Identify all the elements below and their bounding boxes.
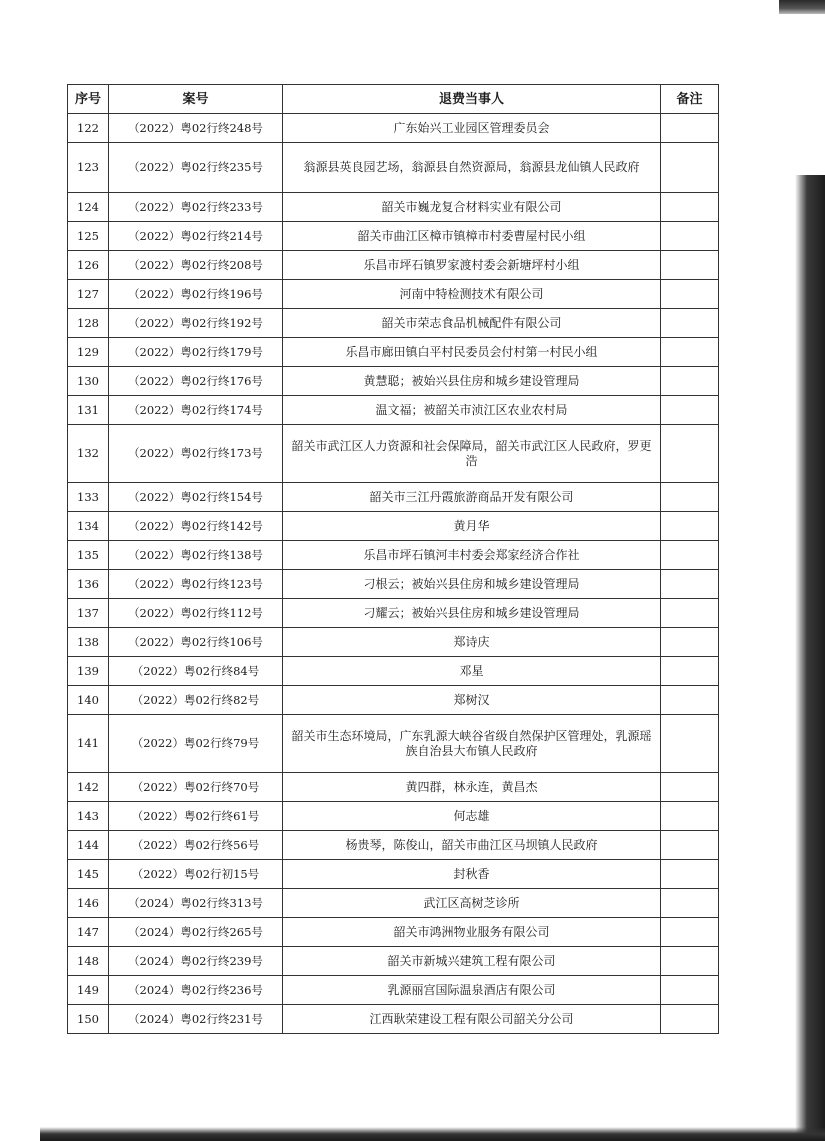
note-cell	[661, 802, 719, 831]
header-seq: 序号	[68, 85, 109, 114]
header-note: 备注	[661, 85, 719, 114]
seq-cell: 137	[68, 599, 109, 628]
note-cell	[661, 715, 719, 773]
table-row	[68, 280, 719, 309]
seq-cell: 127	[68, 280, 109, 309]
scan-edge-shadow-right	[795, 175, 825, 1141]
refund-party-cell: 江西耿荣建设工程有限公司韶关分公司	[283, 1005, 661, 1034]
refund-party-cell: 黄月华	[283, 512, 661, 541]
seq-cell: 133	[68, 483, 109, 512]
seq-cell: 138	[68, 628, 109, 657]
seq-cell: 146	[68, 889, 109, 918]
seq-cell: 149	[68, 976, 109, 1005]
table-row	[68, 193, 719, 222]
note-cell	[661, 889, 719, 918]
case-number-cell: （2022）粤02行终173号	[109, 425, 283, 483]
refund-party-cell: 韶关市三江丹霞旅游商品开发有限公司	[283, 483, 661, 512]
table-row	[68, 657, 719, 686]
table-row	[68, 773, 719, 802]
table-row	[68, 918, 719, 947]
refund-party-cell: 翁源县英良园艺场，翁源县自然资源局，翁源县龙仙镇人民政府	[283, 143, 661, 193]
table-row	[68, 222, 719, 251]
refund-party-cell: 韶关市新城兴建筑工程有限公司	[283, 947, 661, 976]
seq-cell: 143	[68, 802, 109, 831]
note-cell	[661, 599, 719, 628]
refund-party-cell: 温文福；被韶关市浈江区农业农村局	[283, 396, 661, 425]
seq-cell: 145	[68, 860, 109, 889]
case-number-cell: （2022）粤02行终123号	[109, 570, 283, 599]
table-row	[68, 309, 719, 338]
refund-party-cell: 乐昌市坪石镇罗家渡村委会新塘坪村小组	[283, 251, 661, 280]
case-number-cell: （2022）粤02行终112号	[109, 599, 283, 628]
note-cell	[661, 396, 719, 425]
seq-cell: 131	[68, 396, 109, 425]
case-number-cell: （2022）粤02行终84号	[109, 657, 283, 686]
seq-cell: 141	[68, 715, 109, 773]
note-cell	[661, 947, 719, 976]
refund-party-cell: 乐昌市廊田镇白平村民委员会付村第一村民小组	[283, 338, 661, 367]
case-number-cell: （2024）粤02行终239号	[109, 947, 283, 976]
seq-cell: 124	[68, 193, 109, 222]
note-cell	[661, 976, 719, 1005]
note-cell	[661, 657, 719, 686]
case-number-cell: （2024）粤02行终313号	[109, 889, 283, 918]
note-cell	[661, 338, 719, 367]
table-row	[68, 541, 719, 570]
refund-party-cell: 韶关市生态环境局，广东乳源大峡谷省级自然保护区管理处，乳源瑶族自治县大布镇人民政府	[283, 715, 661, 773]
note-cell	[661, 193, 719, 222]
refund-party-cell: 韶关市鸿洲物业服务有限公司	[283, 918, 661, 947]
refund-party-cell: 刁根云；被始兴县住房和城乡建设管理局	[283, 570, 661, 599]
refund-party-cell: 何志雄	[283, 802, 661, 831]
seq-cell: 136	[68, 570, 109, 599]
refund-party-cell: 郑树汉	[283, 686, 661, 715]
table-row	[68, 143, 719, 193]
seq-cell: 139	[68, 657, 109, 686]
case-number-cell: （2022）粤02行终174号	[109, 396, 283, 425]
case-number-cell: （2022）粤02行终192号	[109, 309, 283, 338]
refund-party-cell: 刁耀云；被始兴县住房和城乡建设管理局	[283, 599, 661, 628]
seq-cell: 128	[68, 309, 109, 338]
table-row	[68, 367, 719, 396]
seq-cell: 134	[68, 512, 109, 541]
case-number-cell: （2022）粤02行终56号	[109, 831, 283, 860]
case-number-cell: （2024）粤02行终265号	[109, 918, 283, 947]
table-row	[68, 396, 719, 425]
note-cell	[661, 686, 719, 715]
seq-cell: 126	[68, 251, 109, 280]
seq-cell: 125	[68, 222, 109, 251]
case-number-cell: （2022）粤02行终79号	[109, 715, 283, 773]
seq-cell: 123	[68, 143, 109, 193]
refund-party-cell: 韶关市荣志食品机械配件有限公司	[283, 309, 661, 338]
header-case-number: 案号	[109, 85, 283, 114]
refund-party-cell: 广东始兴工业园区管理委员会	[283, 114, 661, 143]
refund-party-cell: 韶关市武江区人力资源和社会保障局，韶关市武江区人民政府，罗更浩	[283, 425, 661, 483]
case-number-cell: （2022）粤02行终235号	[109, 143, 283, 193]
table-row	[68, 512, 719, 541]
table-row	[68, 889, 719, 918]
table-row	[68, 425, 719, 483]
case-number-cell: （2022）粤02行终106号	[109, 628, 283, 657]
seq-cell: 130	[68, 367, 109, 396]
note-cell	[661, 628, 719, 657]
case-number-cell: （2022）粤02行终61号	[109, 802, 283, 831]
refund-party-cell: 郑诗庆	[283, 628, 661, 657]
seq-cell: 142	[68, 773, 109, 802]
table-row	[68, 831, 719, 860]
refund-party-cell: 乳源丽宫国际温泉酒店有限公司	[283, 976, 661, 1005]
table-row	[68, 802, 719, 831]
refund-party-cell: 杨贵琴，陈俊山，韶关市曲江区马坝镇人民政府	[283, 831, 661, 860]
table-row	[68, 976, 719, 1005]
refund-party-cell: 邓星	[283, 657, 661, 686]
refund-party-cell: 黄慧聪；被始兴县住房和城乡建设管理局	[283, 367, 661, 396]
note-cell	[661, 831, 719, 860]
refund-party-cell: 黄四群，林永连，黄昌杰	[283, 773, 661, 802]
refund-party-cell: 韶关市曲江区樟市镇樟市村委曹屋村民小组	[283, 222, 661, 251]
case-number-cell: （2022）粤02行终82号	[109, 686, 283, 715]
case-number-cell: （2022）粤02行终142号	[109, 512, 283, 541]
table-row	[68, 715, 719, 773]
note-cell	[661, 570, 719, 599]
case-number-cell: （2022）粤02行终248号	[109, 114, 283, 143]
table-row	[68, 628, 719, 657]
note-cell	[661, 860, 719, 889]
case-number-cell: （2022）粤02行终70号	[109, 773, 283, 802]
table-row	[68, 114, 719, 143]
case-number-cell: （2022）粤02行终154号	[109, 483, 283, 512]
case-number-cell: （2022）粤02行终208号	[109, 251, 283, 280]
seq-cell: 150	[68, 1005, 109, 1034]
note-cell	[661, 1005, 719, 1034]
seq-cell: 129	[68, 338, 109, 367]
seq-cell: 140	[68, 686, 109, 715]
refund-party-cell: 乐昌市坪石镇河丰村委会郑家经济合作社	[283, 541, 661, 570]
note-cell	[661, 512, 719, 541]
note-cell	[661, 483, 719, 512]
seq-cell: 148	[68, 947, 109, 976]
seq-cell: 147	[68, 918, 109, 947]
seq-cell: 122	[68, 114, 109, 143]
case-number-cell: （2022）粤02行终179号	[109, 338, 283, 367]
table-header-row	[68, 85, 719, 114]
header-refund-party: 退费当事人	[283, 85, 661, 114]
note-cell	[661, 222, 719, 251]
note-cell	[661, 367, 719, 396]
refund-party-cell: 韶关市巍龙复合材料实业有限公司	[283, 193, 661, 222]
note-cell	[661, 143, 719, 193]
note-cell	[661, 114, 719, 143]
note-cell	[661, 425, 719, 483]
case-number-cell: （2024）粤02行终236号	[109, 976, 283, 1005]
case-number-cell: （2024）粤02行终231号	[109, 1005, 283, 1034]
note-cell	[661, 773, 719, 802]
table-row	[68, 570, 719, 599]
note-cell	[661, 918, 719, 947]
table-row	[68, 947, 719, 976]
note-cell	[661, 251, 719, 280]
seq-cell: 135	[68, 541, 109, 570]
table-row	[68, 599, 719, 628]
note-cell	[661, 541, 719, 570]
seq-cell: 132	[68, 425, 109, 483]
scan-edge-shadow-bottom	[40, 1127, 825, 1141]
table-row	[68, 338, 719, 367]
note-cell	[661, 309, 719, 338]
table-row	[68, 251, 719, 280]
case-number-cell: （2022）粤02行终233号	[109, 193, 283, 222]
refund-party-cell: 封秋香	[283, 860, 661, 889]
note-cell	[661, 280, 719, 309]
case-number-cell: （2022）粤02行终138号	[109, 541, 283, 570]
case-number-cell: （2022）粤02行终214号	[109, 222, 283, 251]
refund-party-table	[67, 84, 719, 1034]
table-row	[68, 686, 719, 715]
refund-party-cell: 河南中特检测技术有限公司	[283, 280, 661, 309]
table-row	[68, 860, 719, 889]
case-number-cell: （2022）粤02行终196号	[109, 280, 283, 309]
case-number-cell: （2022）粤02行终176号	[109, 367, 283, 396]
refund-party-cell: 武江区高树芝诊所	[283, 889, 661, 918]
table-row	[68, 1005, 719, 1034]
table-row	[68, 483, 719, 512]
case-number-cell: （2022）粤02行初15号	[109, 860, 283, 889]
scan-edge-shadow-top	[779, 0, 825, 14]
seq-cell: 144	[68, 831, 109, 860]
